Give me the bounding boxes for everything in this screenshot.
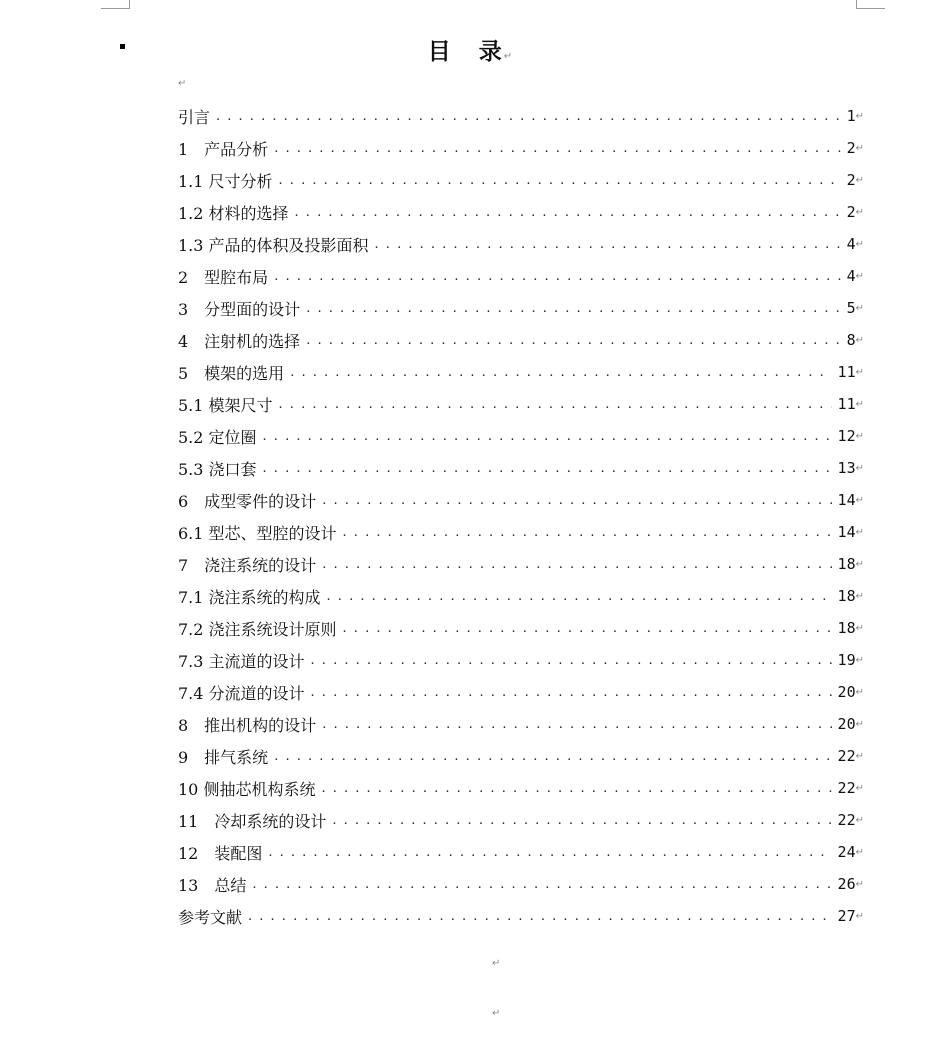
toc-entry[interactable] xyxy=(178,388,864,420)
toc-entry[interactable] xyxy=(178,132,864,164)
toc-entry-label: 4 注射机的选择 xyxy=(178,331,301,351)
toc-dot-leader xyxy=(321,781,831,797)
toc-entry-page-number: 2 xyxy=(846,203,856,221)
toc-dot-leader xyxy=(268,845,831,861)
toc-entry-page-number: 20 xyxy=(837,683,856,701)
paragraph-mark-icon: ↵ xyxy=(855,750,864,762)
toc-entry[interactable] xyxy=(178,292,864,324)
paragraph-mark-icon: ↵ xyxy=(855,718,864,730)
toc-entry-page-number: 5 xyxy=(846,299,856,317)
toc-entry[interactable] xyxy=(178,196,864,228)
toc-entry-label: 5 模架的选用 xyxy=(178,363,285,383)
paragraph-mark-icon: ↵ xyxy=(855,398,864,410)
toc-entry-page-number: 18 xyxy=(837,587,856,605)
toc-entry-page-number: 24 xyxy=(837,843,856,861)
toc-entry-page-number: 20 xyxy=(837,715,856,733)
toc-entry[interactable] xyxy=(178,484,864,516)
toc-entry-label: 7.2 浇注系统设计原则 xyxy=(178,619,337,639)
toc-entry-label: 5.2 定位圈 xyxy=(178,427,257,447)
toc-entry-label: 2 型腔布局 xyxy=(178,267,269,287)
toc-entry[interactable] xyxy=(178,100,864,132)
toc-dot-leader xyxy=(322,493,831,509)
toc-entry-page-number: 27 xyxy=(837,907,856,925)
paragraph-mark-icon: ↵ xyxy=(503,51,515,62)
paragraph-mark-icon: ↵ xyxy=(855,814,864,826)
toc-entry[interactable] xyxy=(178,644,864,676)
toc-entry[interactable] xyxy=(178,836,864,868)
toc-dot-leader xyxy=(332,813,831,829)
toc-entry[interactable] xyxy=(178,420,864,452)
crop-mark-top-left xyxy=(101,0,130,9)
toc-entry[interactable] xyxy=(178,452,864,484)
toc-dot-leader xyxy=(306,333,840,349)
paragraph-mark-icon: ↵ xyxy=(855,174,864,186)
toc-entry-page-number: 13 xyxy=(837,459,856,477)
toc-entry-label: 7 浇注系统的设计 xyxy=(178,555,317,575)
paragraph-mark-icon: ↵ xyxy=(855,590,864,602)
toc-entry-label: 1.1 尺寸分析 xyxy=(178,171,273,191)
toc-dot-leader xyxy=(290,365,831,381)
toc-entry-page-number: 14 xyxy=(837,491,856,509)
toc-entry-page-number: 4 xyxy=(846,235,856,253)
toc-entry-page-number: 14 xyxy=(837,523,856,541)
toc-entry-label: 9 排气系统 xyxy=(178,747,269,767)
title-char-2: 录 xyxy=(478,39,504,65)
crop-mark-top-right xyxy=(856,0,885,9)
toc-entry[interactable] xyxy=(178,164,864,196)
toc-dot-leader xyxy=(274,141,840,157)
toc-entry-page-number: 11 xyxy=(837,363,856,381)
paragraph-mark-icon: ↵ xyxy=(855,686,864,698)
paragraph-mark-icon: ↵ xyxy=(855,654,864,666)
paragraph-mark-icon: ↵ xyxy=(855,910,864,922)
toc-entry-page-number: 2 xyxy=(846,171,856,189)
paragraph-mark-icon: ↵ xyxy=(855,462,864,474)
toc-entry[interactable] xyxy=(178,676,864,708)
toc-entry[interactable] xyxy=(178,772,864,804)
paragraph-mark-icon: ↵ xyxy=(855,430,864,442)
toc-entry[interactable] xyxy=(178,260,864,292)
toc-entry-page-number: 8 xyxy=(846,331,856,349)
toc-entry-label: 10 侧抽芯机构系统 xyxy=(178,779,316,799)
toc-entry-label: 1.3 产品的体积及投影面积 xyxy=(178,235,369,255)
toc-dot-leader xyxy=(375,237,841,253)
paragraph-mark-icon: ↵ xyxy=(855,526,864,538)
toc-entry[interactable] xyxy=(178,740,864,772)
table-of-contents xyxy=(178,100,864,932)
toc-entry-label: 8 推出机构的设计 xyxy=(178,715,317,735)
toc-entry[interactable] xyxy=(178,708,864,740)
toc-entry[interactable] xyxy=(178,516,864,548)
paragraph-mark-icon: ↵ xyxy=(855,846,864,858)
toc-dot-leader xyxy=(263,429,832,445)
paragraph-mark-icon: ↵ xyxy=(855,494,864,506)
toc-dot-leader xyxy=(343,525,832,541)
toc-entry-label: 5.3 浇口套 xyxy=(178,459,257,479)
toc-entry-page-number: 1 xyxy=(846,107,856,125)
paragraph-mark-icon: ↵ xyxy=(855,110,864,122)
paragraph-mark-icon: ↵ xyxy=(855,878,864,890)
toc-entry-label: 5.1 模架尺寸 xyxy=(178,395,273,415)
toc-entry-label: 12 装配图 xyxy=(178,843,263,863)
toc-dot-leader xyxy=(274,749,831,765)
toc-entry-label: 引言 xyxy=(178,107,211,127)
toc-entry-page-number: 18 xyxy=(837,619,856,637)
toc-dot-leader xyxy=(248,909,832,925)
toc-dot-leader xyxy=(216,109,841,125)
paragraph-mark-icon: ↵ xyxy=(492,1008,501,1019)
paragraph-mark-icon: ↵ xyxy=(178,78,187,89)
toc-entry-label: 6.1 型芯、型腔的设计 xyxy=(178,523,337,543)
toc-entry-page-number: 11 xyxy=(837,395,856,413)
toc-entry-label: 1 产品分析 xyxy=(178,139,269,159)
paragraph-mark-icon: ↵ xyxy=(855,302,864,314)
toc-dot-leader xyxy=(327,589,832,605)
toc-entry[interactable] xyxy=(178,612,864,644)
toc-dot-leader xyxy=(279,173,841,189)
toc-entry[interactable] xyxy=(178,868,864,900)
toc-entry-page-number: 4 xyxy=(846,267,856,285)
paragraph-mark-icon: ↵ xyxy=(492,958,501,969)
toc-entry[interactable] xyxy=(178,548,864,580)
toc-dot-leader xyxy=(306,301,840,317)
toc-entry-label: 7.1 浇注系统的构成 xyxy=(178,587,321,607)
toc-entry-label: 13 总结 xyxy=(178,875,247,895)
paragraph-mark-icon: ↵ xyxy=(855,558,864,570)
toc-dot-leader xyxy=(274,269,840,285)
toc-entry-page-number: 22 xyxy=(837,779,856,797)
toc-entry[interactable] xyxy=(178,356,864,388)
toc-entry-page-number: 22 xyxy=(837,811,856,829)
toc-dot-leader xyxy=(279,397,832,413)
toc-entry[interactable] xyxy=(178,324,864,356)
toc-entry-label: 1.2 材料的选择 xyxy=(178,203,289,223)
paragraph-mark-icon: ↵ xyxy=(855,142,864,154)
toc-entry[interactable] xyxy=(178,580,864,612)
toc-entry[interactable] xyxy=(178,900,864,932)
toc-entry-label: 7.4 分流道的设计 xyxy=(178,683,305,703)
toc-entry-label: 3 分型面的设计 xyxy=(178,299,301,319)
toc-dot-leader xyxy=(311,653,832,669)
paragraph-mark-icon: ↵ xyxy=(855,366,864,378)
toc-dot-leader xyxy=(252,877,831,893)
toc-dot-leader xyxy=(322,557,831,573)
toc-dot-leader xyxy=(295,205,841,221)
toc-entry-label: 6 成型零件的设计 xyxy=(178,491,317,511)
toc-dot-leader xyxy=(322,717,831,733)
paragraph-mark-icon: ↵ xyxy=(855,334,864,346)
toc-entry[interactable] xyxy=(178,228,864,260)
toc-dot-leader xyxy=(343,621,832,637)
paragraph-mark-icon: ↵ xyxy=(855,622,864,634)
paragraph-mark-icon: ↵ xyxy=(855,238,864,250)
toc-entry-page-number: 12 xyxy=(837,427,856,445)
toc-entry-page-number: 22 xyxy=(837,747,856,765)
toc-entry-label: 11 冷却系统的设计 xyxy=(178,811,327,831)
toc-entry-label: 参考文献 xyxy=(178,907,243,927)
toc-entry-page-number: 19 xyxy=(837,651,856,669)
paragraph-mark-icon: ↵ xyxy=(855,206,864,218)
title-char-1: 目 xyxy=(427,39,453,65)
toc-dot-leader xyxy=(263,461,832,477)
toc-entry-page-number: 18 xyxy=(837,555,856,573)
paragraph-mark-icon: ↵ xyxy=(855,270,864,282)
toc-entry[interactable] xyxy=(178,804,864,836)
paragraph-mark-icon: ↵ xyxy=(855,782,864,794)
toc-entry-page-number: 2 xyxy=(846,139,856,157)
toc-entry-page-number: 26 xyxy=(837,875,856,893)
toc-dot-leader xyxy=(311,685,832,701)
toc-entry-label: 7.3 主流道的设计 xyxy=(178,651,305,671)
page-title xyxy=(0,33,942,66)
